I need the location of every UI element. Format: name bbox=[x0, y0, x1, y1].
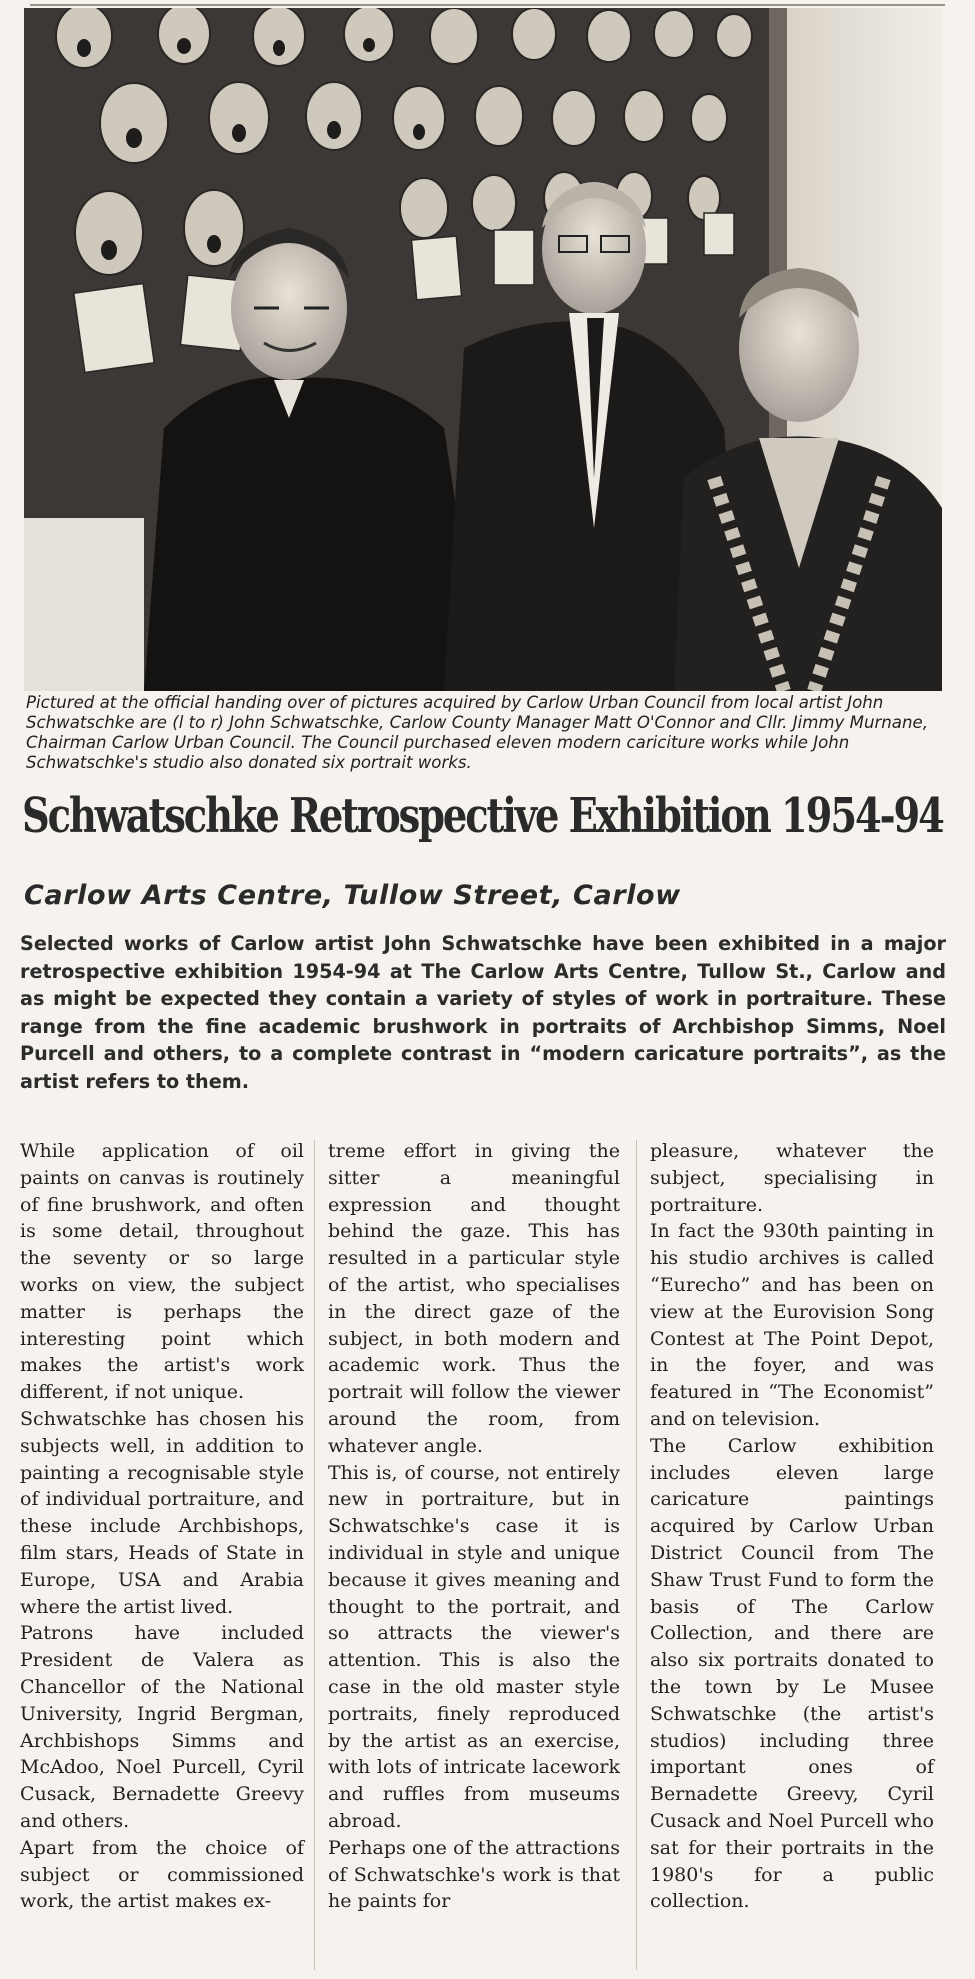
paragraph: treme effort in giving the sitter a meaningful expression and thought behind the gaze. This has resulted in a particular style of the artist, who specialises in the direct gaze of the subject, in both modern and academic work. Thus the portrait will follow the viewer around the room, from whatever angle. bbox=[328, 1140, 620, 1457]
column-divider bbox=[636, 1140, 637, 1970]
top-rule bbox=[30, 4, 945, 6]
paragraph: In fact the 930th painting in his studio archives is called “Eurecho” and has been on view at the Eurovision Song Contest at The Point Depot, in the foyer, and was featured in “The Economist” and on television. bbox=[650, 1220, 934, 1430]
paragraph: The Carlow exhibition includes eleven large caricature paintings acquired by Carlow Urban District Council from The Shaw Trust Fund to form the basis of The Carlow Collection, and there are also six portraits donated to the town by Le Musee Schwatschke (the artist's studios) including three important ones of Bernadette Greevy, Cyril Cusack and Noel Purcell who sat for their portraits in the 1980's for a public collection. bbox=[650, 1434, 934, 1913]
paragraph: This is, of course, not entirely new in portraiture, but in Schwatschke's case it is individual in style and unique because it gives meaning and thought to the portrait, and so attracts the viewer's attention. This is also the case in the old master style portraits, finely reproduced by the artist as an exercise, with lots of intricate lacework and ruffles from museums abroad. bbox=[328, 1461, 620, 1832]
photo-illustration bbox=[24, 8, 942, 691]
paragraph: Apart from the choice of subject or commissioned work, the artist makes ex- bbox=[20, 1836, 304, 1913]
paragraph: pleasure, whatever the subject, specialising in portraiture. bbox=[650, 1140, 934, 1216]
article-column-3 bbox=[650, 1138, 934, 1915]
article-intro: Selected works of Carlow artist John Schwatschke have been exhibited in a major retrospective exhibition 1954-94 at The Carlow Arts Centre, Tullow St., Carlow and as might be expected they contain a variety of styles of work in portraiture. These range from the fine academic brushwork in portraits of Archbishop Simms, Noel Purcell and others, to a complete contrast in “modern caricature portraits”, as the artist refers to them. bbox=[20, 932, 946, 1093]
paragraph: Patrons have included President de Valera as Chancellor of the National University, Ingrid Bergman, Archbishops Simms and McAdoo, Noel Purcell, Cyril Cusack, Bernadette Greevy and others. bbox=[20, 1622, 304, 1832]
paragraph: Schwatschke has chosen his subjects well, in addition to painting a recognisable style of individual portraiture, and these include Archbishops, film stars, Heads of State in Europe, USA and Arabia where the artist lived. bbox=[20, 1407, 304, 1618]
article-column-2 bbox=[328, 1138, 620, 1915]
paragraph: While application of oil paints on canvas is routinely of fine brushwork, and often is some detail, throughout the seventy or so large works on view, the subject matter is perhaps the interesting point which makes the artist's work different, if not unique. bbox=[20, 1140, 304, 1404]
article-photo bbox=[24, 8, 942, 691]
article-column-1 bbox=[20, 1138, 304, 1915]
article-headline: Schwatschke Retrospective Exhibition 1954-94 bbox=[22, 788, 943, 844]
photo-caption: Pictured at the official handing over of pictures acquired by Carlow Urban Council from local artist John Schwatschke are (l to r) John Schwatschke, Carlow County Manager Matt O'Connor and Cllr. Jimmy Murnane, Chairman Carlow Urban Council. The Council purchased eleven modern cariciture works while John Schwatschke's studio also donated six portrait works. bbox=[26, 693, 928, 772]
column-divider bbox=[314, 1140, 315, 1970]
paragraph: Perhaps one of the attractions of Schwatschke's work is that he paints for bbox=[328, 1836, 620, 1913]
article-subhead: Carlow Arts Centre, Tullow Street, Carlow bbox=[24, 880, 681, 911]
